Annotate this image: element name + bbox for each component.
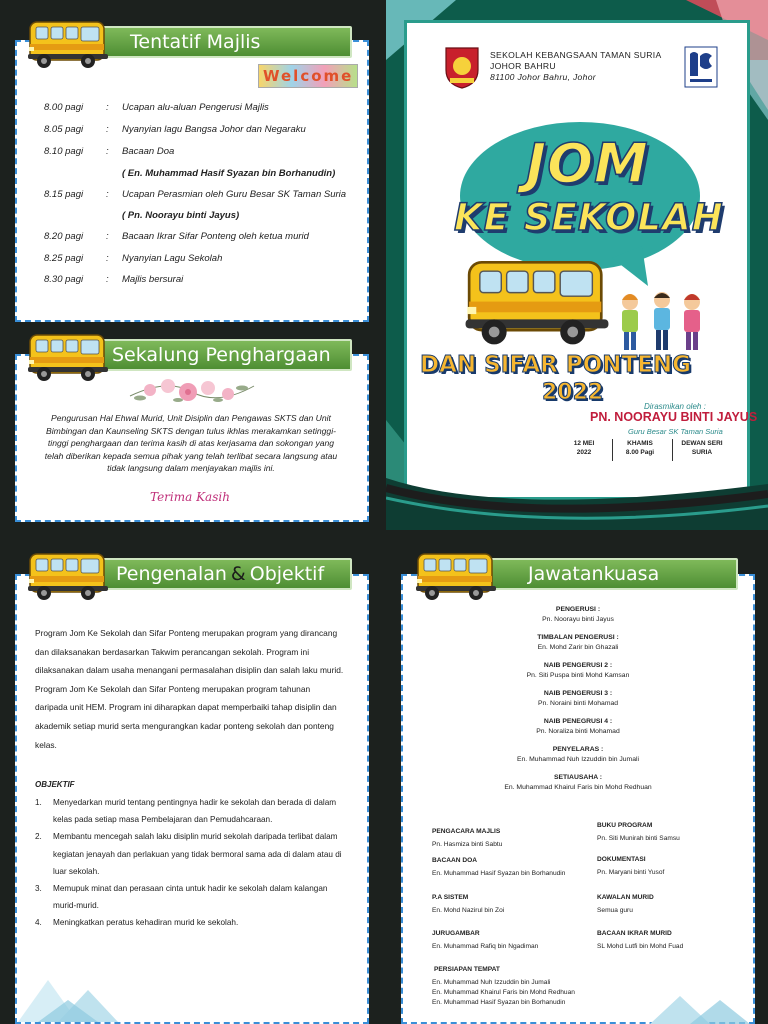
tentatif-row <box>44 168 335 179</box>
tentatif-text: Majlis bersurai <box>122 274 184 285</box>
tentatif-row <box>44 274 183 285</box>
jawatankuasa-title: Jawatankuasa <box>528 563 660 585</box>
committee-role: DOKUMENTASI <box>597 856 646 863</box>
tentatif-time <box>44 210 106 221</box>
tentatif-row <box>44 146 174 157</box>
school-address: 81100 Johor Bahru, Johor <box>490 72 596 82</box>
committee-role: BACAAN DOA <box>432 857 478 864</box>
corner-decoration <box>640 990 750 1024</box>
jom-title: JOM <box>526 132 649 195</box>
tentatif-colon: : <box>106 231 109 242</box>
tentatif-time: 8.10 pagi <box>44 146 84 157</box>
welcome-text: Welcome <box>258 64 358 88</box>
committee-role: BUKU PROGRAM <box>597 822 653 829</box>
event-day-line2: 8.00 Pagi <box>625 449 655 456</box>
committee-name: En. Muhammad Nuh Izzuddin bin Jumali <box>432 979 551 986</box>
pengenalan-title-b: Objektif <box>249 563 325 585</box>
tentatif-colon: : <box>106 102 109 113</box>
committee-name: Pn. Siti Puspa binti Mohd Kamsan <box>526 672 630 679</box>
sifar-title: DAN SIFAR PONTENG <box>420 352 692 378</box>
committee-role: PENGACARA MAJLIS <box>432 828 501 835</box>
committee-name: En. Muhammad Khairul Faris bin Mohd Redhuan <box>432 989 575 996</box>
flower-ornament <box>128 374 256 408</box>
tentatif-time: 8.30 pagi <box>44 274 84 285</box>
penghargaan-banner <box>92 339 352 371</box>
committee-role: NAIB PENGERUSI 2 : <box>543 662 613 669</box>
tentatif-time: 8.00 pagi <box>44 102 84 113</box>
objektif-item <box>35 914 345 931</box>
tentatif-colon: : <box>106 274 109 285</box>
objektif-text: Memupuk minat dan perasaan cinta untuk hadir ke sekolah dalam kalangan murid-murid. <box>53 884 328 911</box>
committee-name: En. Muhammad Khairul Faris bin Mohd Redhuan <box>504 784 652 791</box>
objektif-number: 4. <box>35 918 42 928</box>
tentatif-row <box>44 189 346 200</box>
tentatif-text: Ucapan Perasmian oleh Guru Besar SK Taman Suria <box>122 189 347 200</box>
objektif-number: 3. <box>35 884 42 894</box>
jawatankuasa-banner <box>478 558 738 590</box>
year-title: 2022 <box>542 380 604 405</box>
committee-name: En. Muhammad Hasif Syazan bin Borhanudin <box>432 999 566 1006</box>
ministry-logo-icon <box>684 46 718 88</box>
committee-name: En. Muhammad Rafiq bin Ngadiman <box>432 943 539 950</box>
pengenalan-intro: Program Jom Ke Sekolah dan Sifar Ponteng merupakan program yang dirancang dan dilaksanakan berdasarkan Takwim perancangan sekolah. Program ini dilaksanakan dalam usaha menangani permasalahan disiplin dan salah laku murid. Program Jom Ke Sekolah dan Sifar Ponteng merupakan program tahunan daripada unit HEM. Program ini diharapkan dapat memperbaiki tahap disiplin dan akademik setiap murid serta mengurangkan kadar ponteng sekolah dan ponteng kelas. <box>35 628 344 750</box>
big-school-bus-icon <box>462 244 612 352</box>
committee-name: Pn. Siti Munirah binti Samsu <box>597 835 680 842</box>
committee-name: En. Mohd Nazirul bin Zoi <box>432 907 505 914</box>
tentatif-colon: : <box>106 146 109 157</box>
event-date-line2: 2022 <box>576 449 592 456</box>
committee-name: Pn. Maryani binti Yusof <box>597 869 665 876</box>
tentatif-text: ( Pn. Noorayu binti Jayus) <box>122 210 240 221</box>
committee-name: Semua guru <box>597 907 633 914</box>
penghargaan-text: Pengurusan Hal Ehwal Murid, Unit Disiplin dan Pengawas SKTS dan Unit Bimbingan dan Kaunseling SKTS dengan tulus ikhlas merakamkan setinggi-tinggi penghargaan dan terima kasih di atas kerjasama dan sokongan yang telah diberikan kepada semua pihak yang telah terlibat secara langsung atau tidak langsung dalam menjayakan majlis ini. <box>44 413 338 474</box>
pengenalan-title-amp: & <box>230 563 246 585</box>
tentatif-text: Bacaan Doa <box>122 146 175 157</box>
tentatif-text: ( En. Muhammad Hasif Syazan bin Borhanudin) <box>122 168 336 179</box>
school-crest-icon <box>442 44 482 90</box>
objektif-number: 1. <box>35 798 42 807</box>
school-bus-icon <box>26 12 110 72</box>
tentatif-time: 8.05 pagi <box>44 124 84 135</box>
committee-name: Pn. Noraliza binti Mohamad <box>536 728 620 735</box>
penghargaan-signoff: Terima Kasih <box>150 490 230 504</box>
tentatif-colon: : <box>106 189 109 200</box>
tentatif-colon: : <box>106 253 109 264</box>
poster <box>386 0 768 530</box>
corner-decoration <box>18 960 138 1022</box>
tentatif-colon <box>106 168 122 179</box>
dirasmikan-label: Dirasmikan oleh : <box>644 402 706 411</box>
tentatif-row <box>44 231 309 242</box>
committee-role: TIMBALAN PENGERUSI : <box>537 634 619 641</box>
tentatif-title: Tentatif Majlis <box>130 31 261 53</box>
tentatif-time: 8.15 pagi <box>44 189 84 200</box>
welcome-sign <box>258 64 354 88</box>
committee-name: En. Mohd Zarir bin Ghazali <box>537 644 619 651</box>
committee-name: Pn. Hasmiza binti Sabtu <box>432 841 503 848</box>
officiator-title: Guru Besar SK Taman Suria <box>628 427 723 436</box>
committee-role: KAWALAN MURID <box>597 894 654 901</box>
ke-sekolah-title: KE SEKOLAH <box>454 196 724 239</box>
poster-swoosh <box>386 448 768 530</box>
committee-name: Pn. Noraini binti Mohamad <box>537 700 619 707</box>
tentatif-time: 8.20 pagi <box>44 231 84 242</box>
tentatif-time <box>44 168 106 179</box>
tentatif-text: Nyanyian lagu Bangsa Johor dan Negaraku <box>122 124 306 135</box>
tentatif-row <box>44 210 239 221</box>
committee-name: Pn. Noorayu binti Jayus <box>542 616 614 623</box>
event-date-line1: 12 MEI <box>573 440 595 447</box>
event-venue-line1: DEWAN SERI <box>681 440 723 447</box>
committee-role: SETIAUSAHA : <box>553 774 603 781</box>
event-venue-line2: SURIA <box>691 449 713 456</box>
school-name: SEKOLAH KEBANGSAAN TAMAN SURIA <box>490 50 662 60</box>
tentatif-text: Ucapan alu-aluan Pengerusi Majlis <box>122 102 269 113</box>
jawatankuasa-panel <box>401 574 755 1024</box>
committee-name: En. Muhammad Nuh Izzuddin bin Jumali <box>516 756 640 763</box>
objektif-text: Meningkatkan peratus kehadiran murid ke sekolah. <box>53 918 239 928</box>
committee-role: PENGERUSI : <box>555 606 601 613</box>
school-city: JOHOR BAHRU <box>490 61 556 71</box>
tentatif-time: 8.25 pagi <box>44 253 84 264</box>
committee-name: SL Mohd Lutfi bin Mohd Fuad <box>597 943 684 950</box>
tentatif-text: Bacaan Ikrar Sifar Ponteng oleh ketua murid <box>122 231 309 242</box>
children-illustration <box>612 288 712 354</box>
persiapan-role: PERSIAPAN TEMPAT <box>434 966 500 973</box>
school-bus-icon <box>26 544 110 604</box>
committee-role: PENYELARAS : <box>552 746 604 753</box>
objektif-item <box>35 828 345 880</box>
tentatif-text: Nyanyian Lagu Sekolah <box>122 253 223 264</box>
tentatif-colon: : <box>106 124 109 135</box>
committee-role: NAIB PENGERUSI 3 : <box>543 690 613 697</box>
school-bus-icon <box>26 325 110 385</box>
objektif-label: OBJEKTIF <box>35 780 75 789</box>
pengenalan-title-a: Pengenalan <box>116 563 227 585</box>
committee-role: NAIB PENEGRUSI 4 : <box>543 718 613 725</box>
committee-name: En. Muhammad Hasif Syazan bin Borhanudin <box>432 870 566 877</box>
objektif-list <box>35 794 345 932</box>
pengenalan-banner <box>92 558 352 590</box>
school-bus-icon <box>414 544 498 604</box>
officiator-name: PN. NOORAYU BINTI JAYUS <box>590 410 758 424</box>
event-day-line1: KHAMIS <box>627 440 653 447</box>
committee-role: JURUGAMBAR <box>432 930 480 937</box>
tentatif-row <box>44 124 306 135</box>
tentatif-row <box>44 102 269 113</box>
committee-role: BACAAN IKRAR MURID <box>597 930 672 937</box>
tentatif-banner <box>92 26 352 58</box>
objektif-text: Membantu mencegah salah laku disiplin murid sekolah daripada terlibat dalam kegiatan jenayah dan perlakuan yang tidak bermoral sama ada di dalam atau di luar sekolah. <box>53 832 342 876</box>
objektif-number: 2. <box>35 832 42 842</box>
objektif-item <box>35 794 345 828</box>
objektif-text: Menyedarkan murid tentang pentingnya hadir ke sekolah dan berada di dalam kelas pada setiap masa Pembelajaran dan Pemudahcaraan. <box>53 798 337 825</box>
tentatif-row <box>44 253 222 264</box>
tentatif-colon <box>106 210 122 221</box>
objektif-item <box>35 880 345 914</box>
penghargaan-title: Sekalung Penghargaan <box>112 344 331 366</box>
committee-role: P.A SISTEM <box>432 894 469 901</box>
